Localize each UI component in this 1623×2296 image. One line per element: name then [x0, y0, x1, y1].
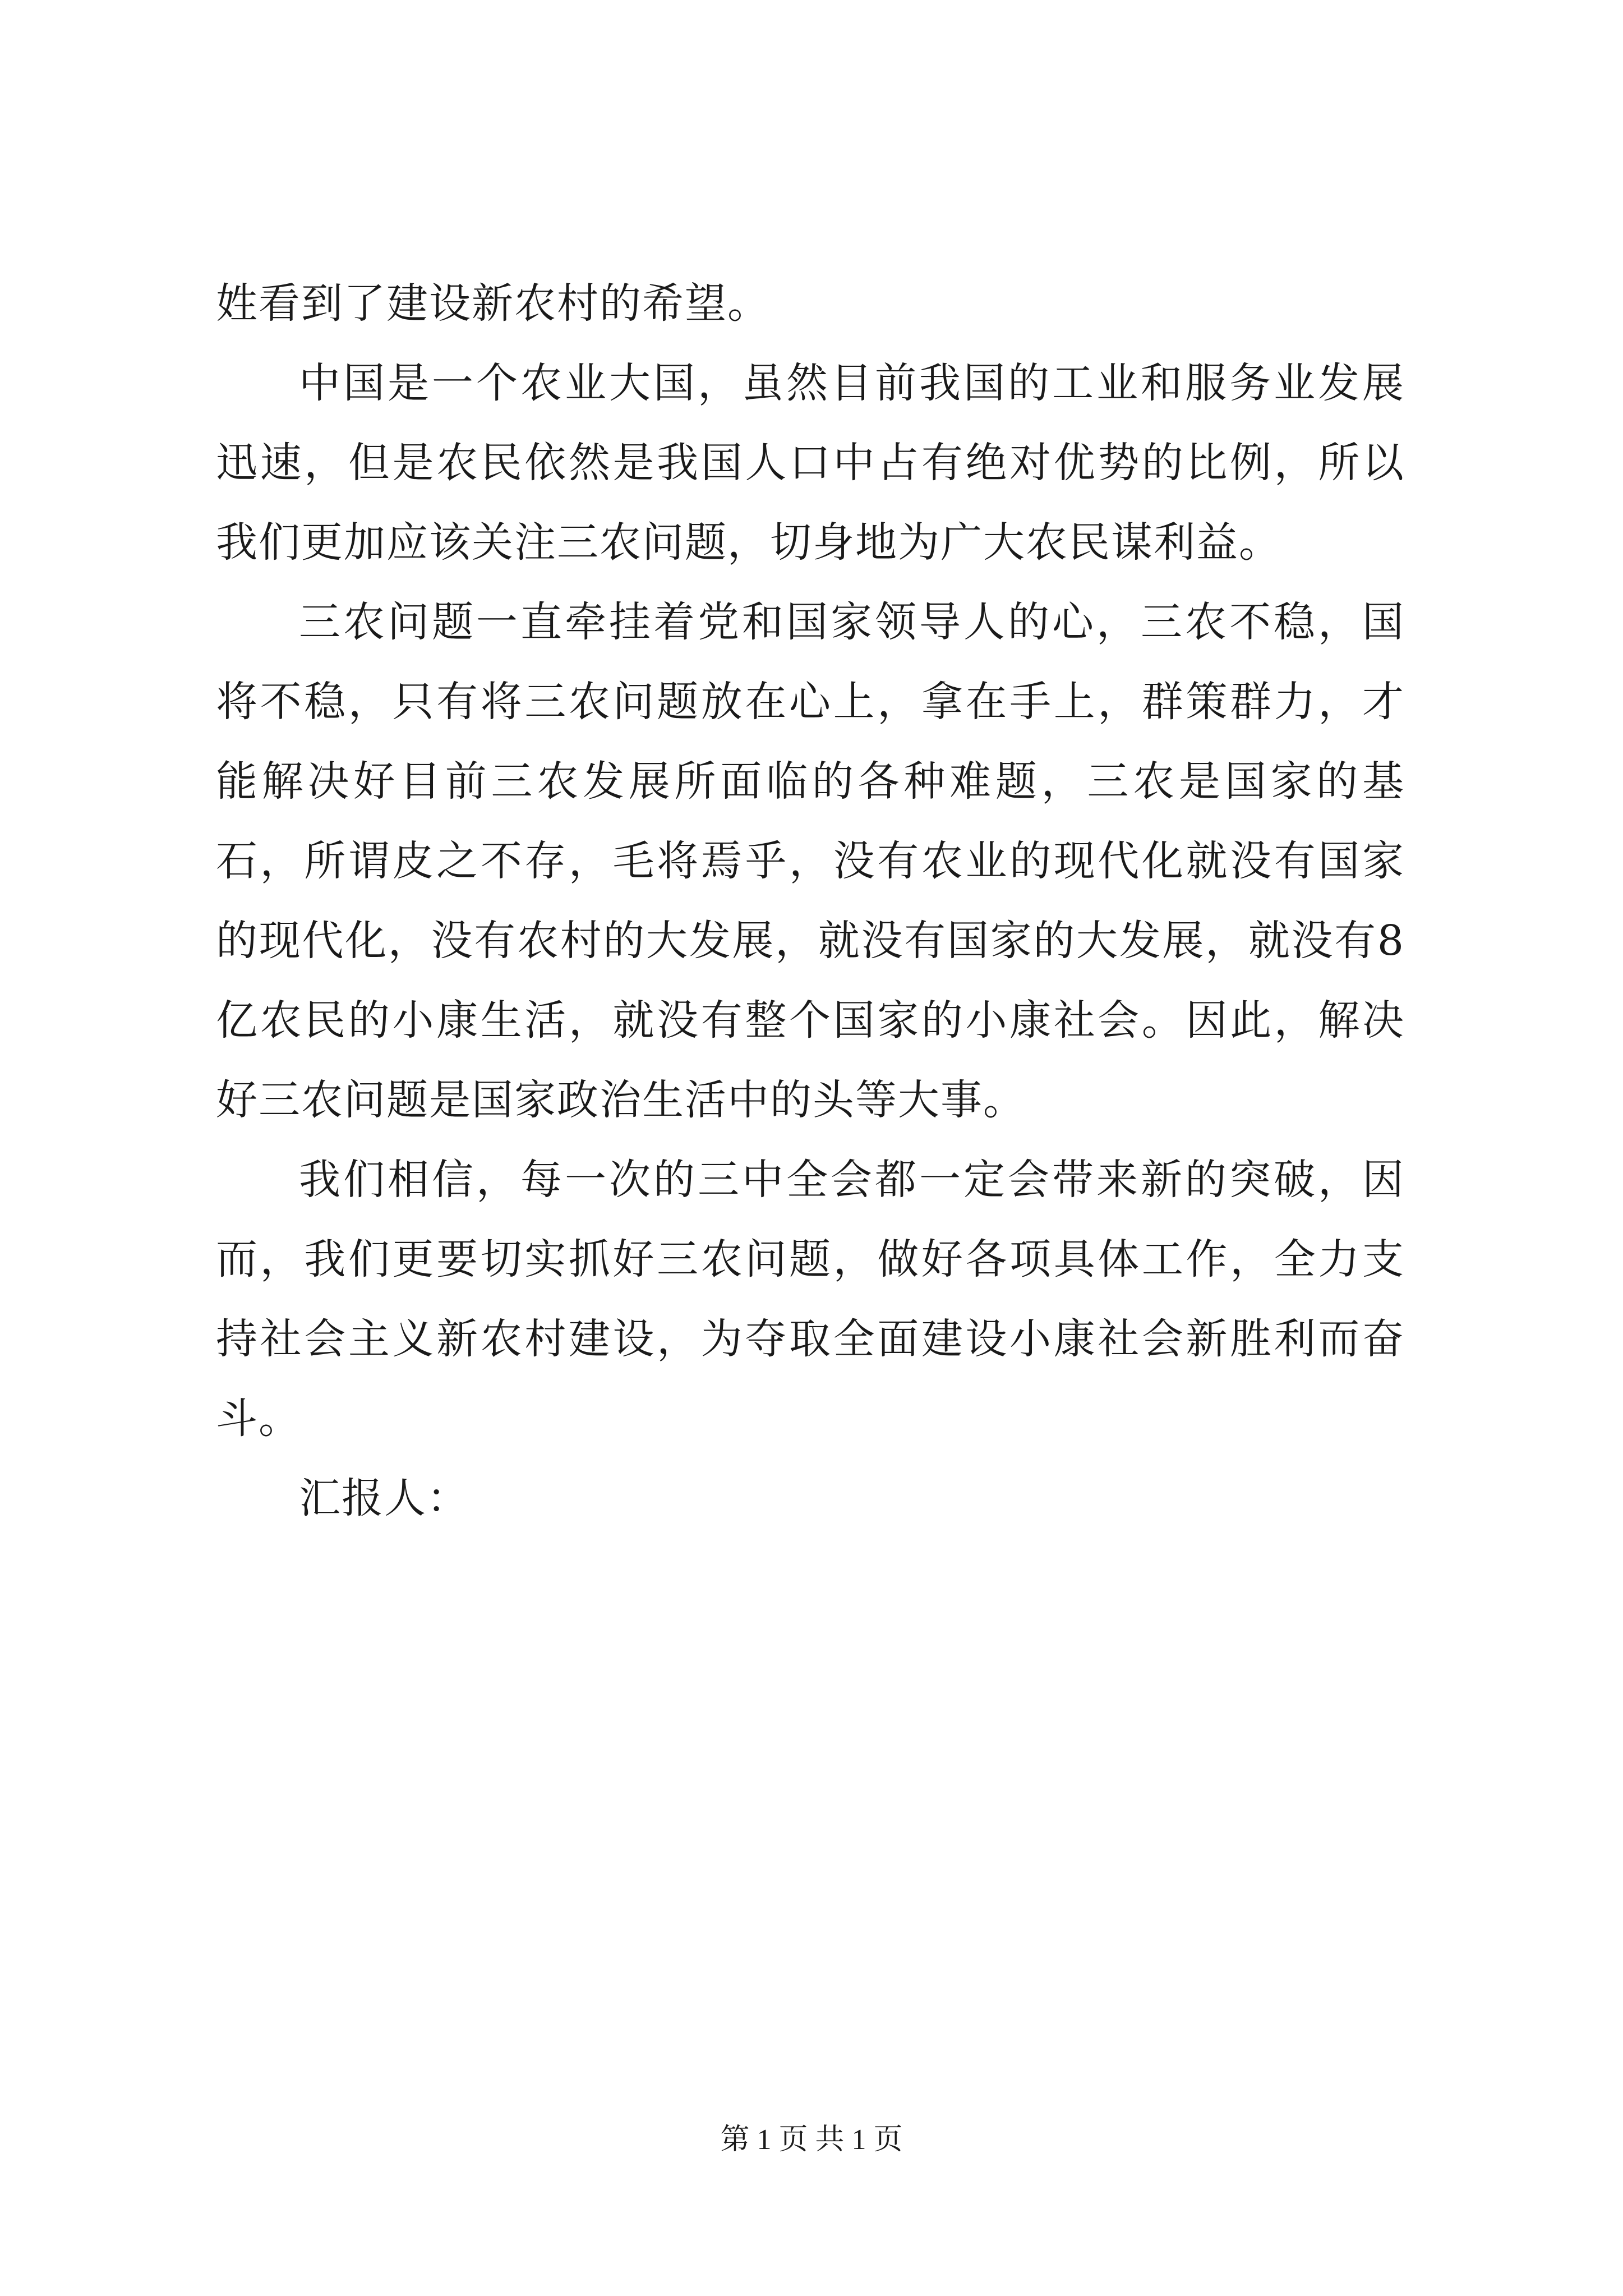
paragraph-conclusion: 我们相信，每一次的三中全会都一定会带来新的突破，因而，我们更要切实抓好三农问题，做好各项具体工作，全力支持社会主义新农村建设，为夺取全面建设小康社会新胜利而奋斗。: [216, 1156, 1405, 1443]
paragraph-agriculture: 中国是一个农业大国，虽然目前我国的工业和服务业发展迅速，但是农民依然是我国人口中占有绝对优势的比例，所以我们更加应该关注三农问题，切身地为广大农民谋利益。: [216, 359, 1405, 567]
paragraph-three-rural-issues: 三农问题一直牵挂着党和国家领导人的心，三农不稳，国将不稳，只有将三农问题放在心上，拿在手上，群策群力，才能解决好目前三农发展所面临的各种难题，三农是国家的基石，所谓皮之不存，毛将焉乎，没有农业的现代化就没有国家的现代化，没有农村的大发展，就没有国家的大发展，就没有8亿农民的小康生活，就没有整个国家的小康社会。因此，解决好三农问题是国家政治生活中的头等大事。: [216, 598, 1405, 1124]
page-number-footer: 第 1 页 共 1 页: [720, 2124, 903, 2156]
paragraph-continuation: 姓看到了建设新农村的希望。: [216, 279, 770, 328]
reporter-label: 汇报人：: [299, 1474, 469, 1522]
document-body: [216, 264, 1405, 1538]
